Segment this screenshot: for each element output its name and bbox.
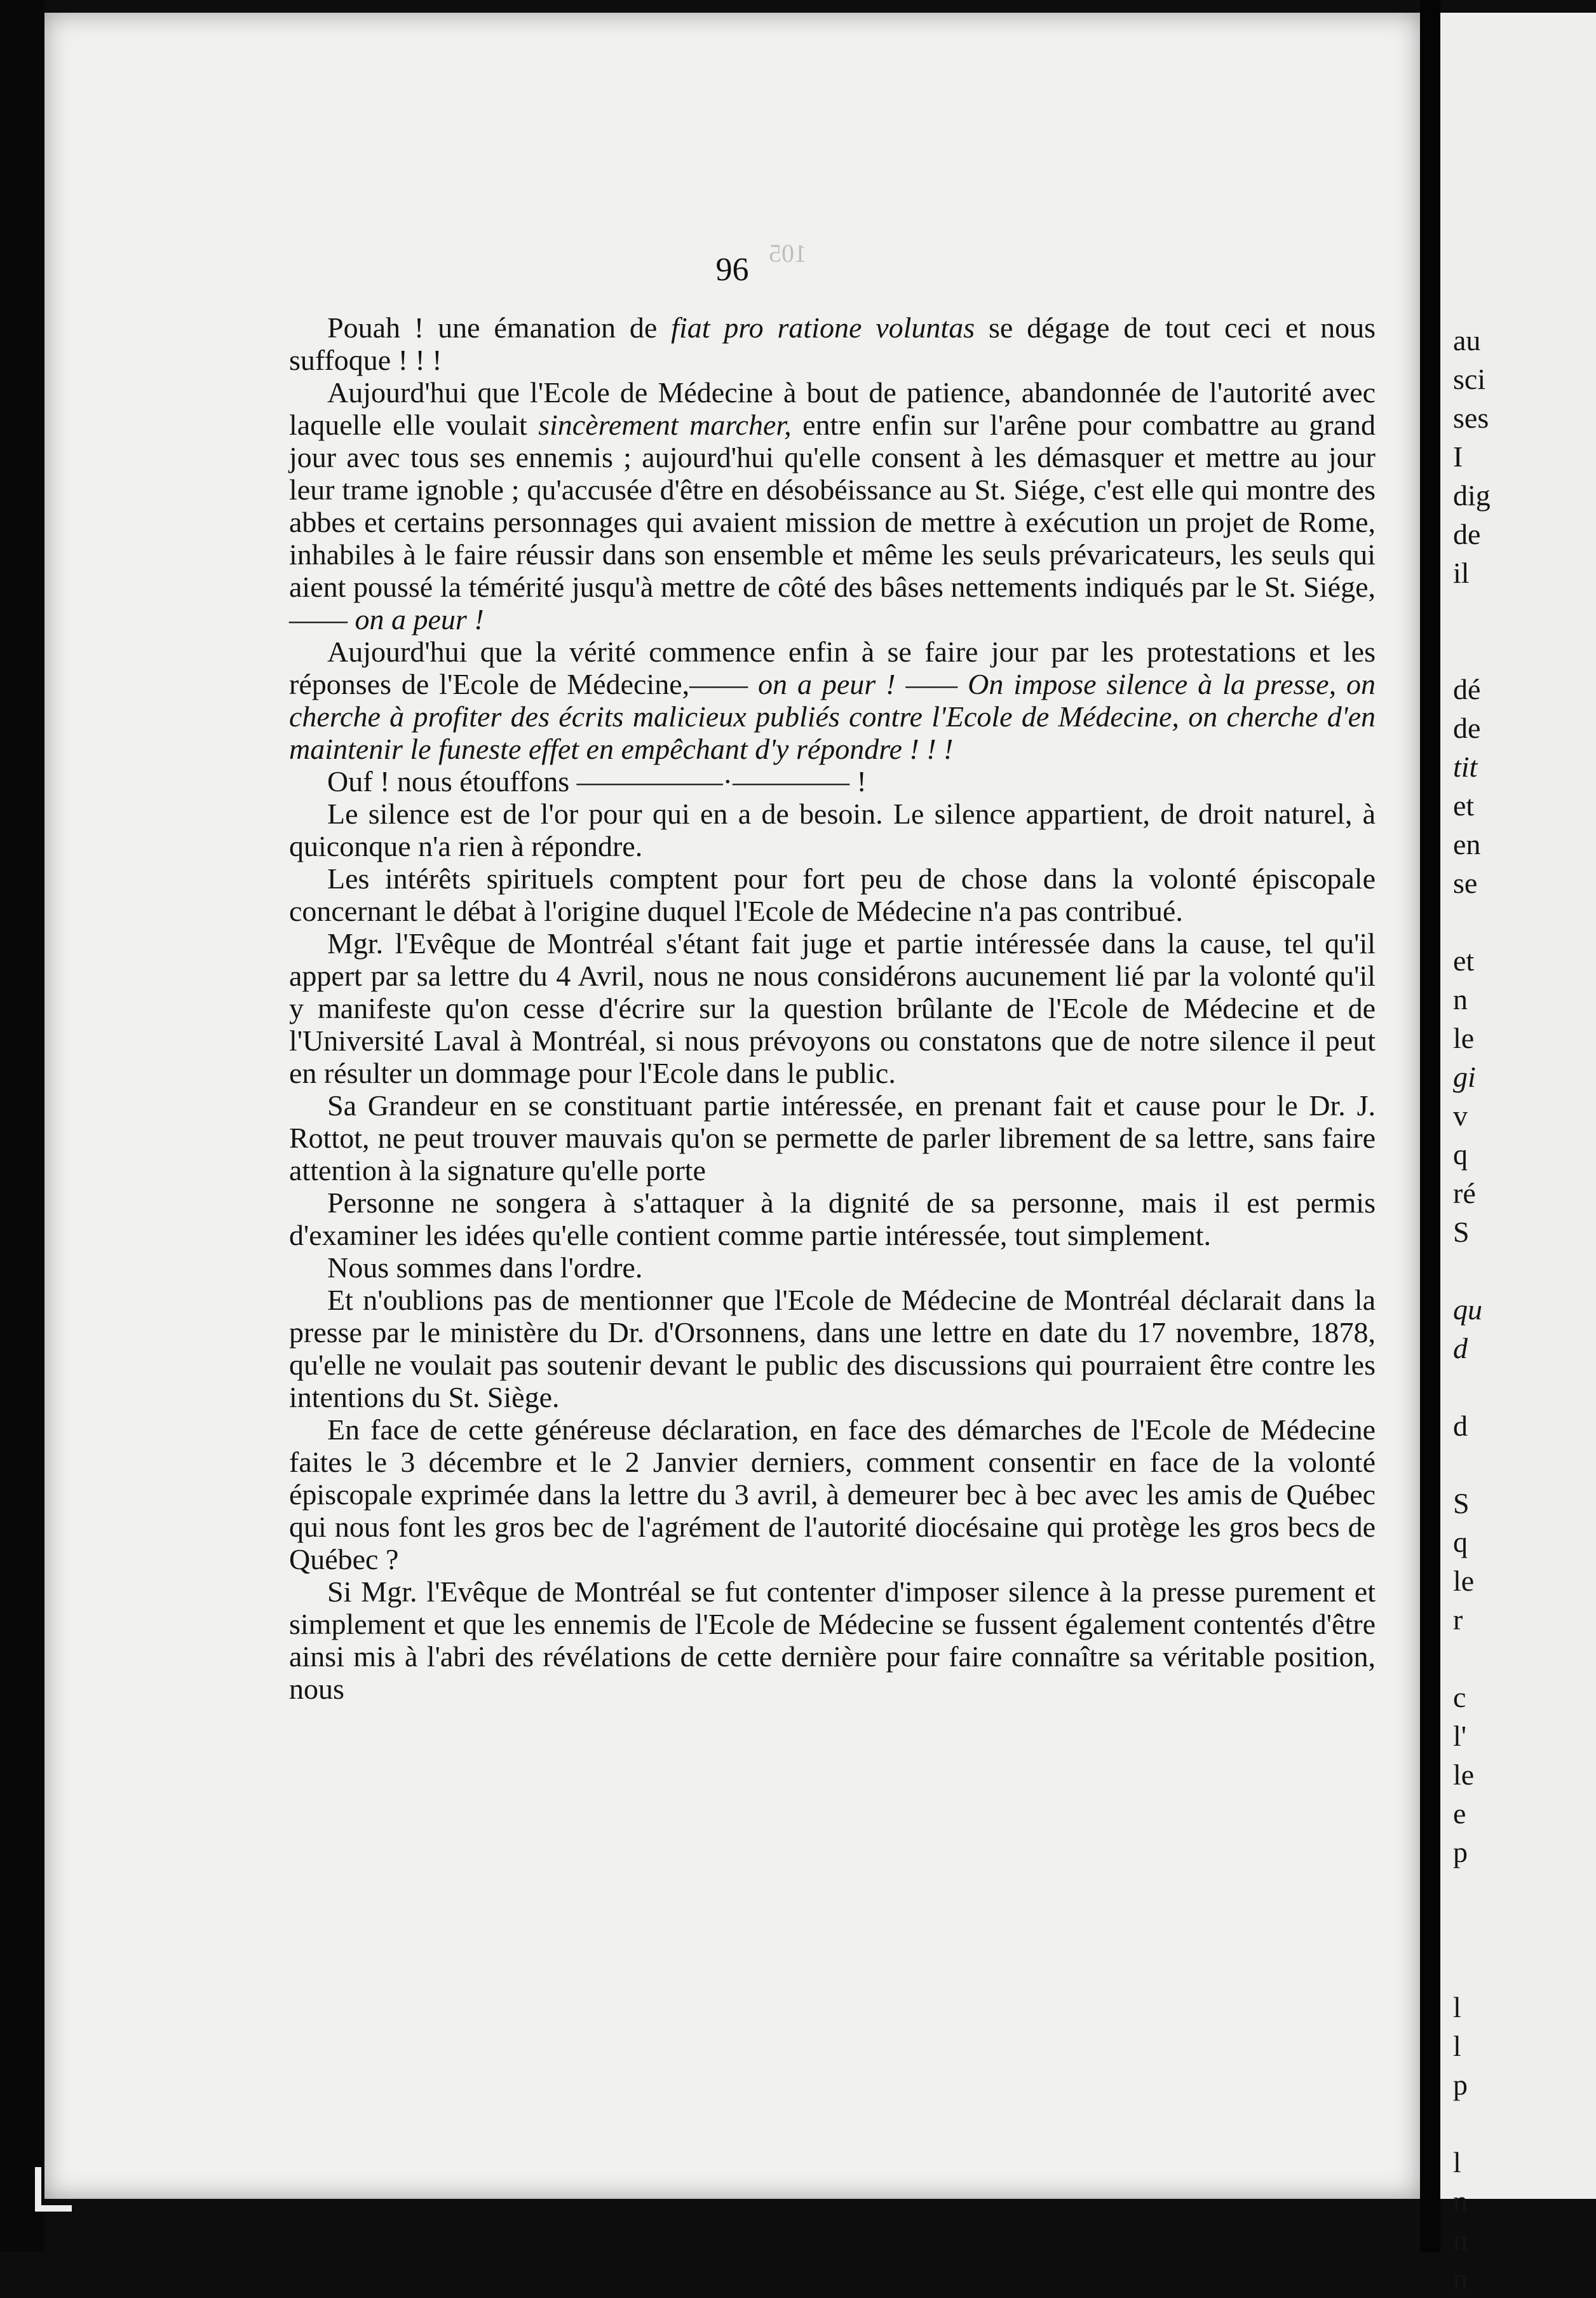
text-segment: Mgr. l'Evêque de Montréal s'étant fait juge et partie intéressée dans la cause, tel qu'il appert par sa lettre du 4 Avril, nous ne nous considérons aucunement lié par la volonté qu'il y manifeste qu'on cesse d'écrire sur la question brûlante de l'Ecole de Médecine et de l'Université Laval à Montréal, si nous prévoyons ou constatons que de notre silence il peut en résulter un dommage pour l'Ecole dans le public. xyxy=(289,927,1376,1089)
text-segment: entre enfin sur l'arêne pour combattre au grand jour avec tous ses ennemis ; aujourd'hui qu'elle consent à les démasquer et mettre au jour leur trame ignoble ; qu'accusée d'être en désobéissance au St. Siége, c'est elle qui montre des abbes et certains personnages qui avaient mission de mettre à exécution un projet de Rome, inhabiles à le faire réussir dans son ensemble et même les seuls prévaricateurs, les seuls qui aient poussé la témérité jusqu'à mettre de côté des bâses nettements indiqués par le St. Siége,—— xyxy=(289,409,1376,636)
facing-line-fragment xyxy=(1453,902,1491,941)
facing-line-fragment: r xyxy=(1453,1603,1463,1636)
facing-line-fragment xyxy=(1453,592,1491,631)
paragraph-p13 xyxy=(289,1575,1376,1705)
paragraph-p10 xyxy=(289,1251,1376,1284)
facing-line-fragment: n xyxy=(1453,983,1468,1016)
facing-line-fragment: il xyxy=(1453,557,1470,589)
text-segment: fiat pro ratione voluntas xyxy=(671,311,975,344)
text-segment: Aujourd'hui que la vérité commence enfin à se faire jour par les protestations et les réponses de l'Ecole de Médecine,—— xyxy=(289,636,1376,700)
page-gutter xyxy=(1420,0,1440,2252)
paragraph-p9 xyxy=(289,1186,1376,1251)
facing-page-text xyxy=(1453,321,1491,2298)
scan-corner-mark xyxy=(35,2167,72,2212)
facing-page-fragment xyxy=(1440,13,1596,2295)
facing-line-fragment: l xyxy=(1453,1991,1461,2023)
facing-line-fragment: d xyxy=(1453,1410,1468,1442)
document-page xyxy=(44,13,1420,2199)
facing-line-fragment xyxy=(1453,1445,1491,1484)
facing-line-fragment: le xyxy=(1453,1022,1475,1054)
text-segment: Personne ne songera à s'attaquer à la dignité de sa personne, mais il est permis d'examiner les idées qu'elle contient comme partie intéressée, tout simplement. xyxy=(289,1186,1376,1251)
scan-border-left xyxy=(0,0,44,2252)
paragraph-p8 xyxy=(289,1089,1376,1186)
facing-line-fragment: n xyxy=(1453,2224,1468,2256)
facing-line-fragment: I xyxy=(1453,440,1463,473)
facing-line-fragment: au xyxy=(1453,324,1481,357)
text-segment: Aujourd'hui que l'Ecole de Médecine à bout de patience, abandonnée de l'autorité avec laquelle elle voulait xyxy=(289,376,1376,441)
facing-line-fragment: et xyxy=(1453,944,1475,977)
facing-line-fragment: sci xyxy=(1453,363,1486,395)
facing-line-fragment xyxy=(1453,1368,1491,1406)
facing-line-fragment: p xyxy=(1453,2069,1468,2101)
facing-line-fragment: d xyxy=(1453,1332,1468,1364)
text-segment: Sa Grandeur en se constituant partie intéressée, en prenant fait et cause pour le Dr. J. Rottot, ne peut trouver mauvais qu'on se permette de parler librement de sa lettre, sans faire attention à la signature qu'elle porte xyxy=(289,1089,1376,1186)
text-segment: Et n'oublions pas de mentionner que l'Ecole de Médecine de Montréal déclarait dans la presse par le ministère du Dr. d'Orsonnens, dans une lettre en date du 17 novembre, 1878, qu'elle ne voulait pas soutenir devant le public des discussions qui pourraient être contre les intentions du St. Siège. xyxy=(289,1284,1376,1413)
facing-line-fragment xyxy=(1453,1872,1491,1910)
facing-line-fragment: de xyxy=(1453,518,1481,550)
facing-line-fragment: le xyxy=(1453,1758,1475,1791)
facing-line-fragment: gi xyxy=(1453,1061,1476,1093)
facing-line-fragment: q xyxy=(1453,1138,1468,1171)
paragraph-p2 xyxy=(289,376,1376,636)
facing-line-fragment: S xyxy=(1453,1216,1470,1248)
facing-line-fragment xyxy=(1453,631,1491,670)
facing-line-fragment: q xyxy=(1453,1526,1468,1558)
facing-line-fragment: qu xyxy=(1453,1293,1482,1326)
facing-line-fragment: l xyxy=(1453,2146,1461,2179)
text-segment: Si Mgr. l'Evêque de Montréal se fut contenter d'imposer silence à la presse purement et simplement et que les ennemis de l'Ecole de Médecine se fussent également contentés d'être ainsi mis à l'abri des révélations de cette dernière pour faire connaître sa véritable position, nous xyxy=(289,1575,1376,1705)
text-segment: Ouf ! nous étouffons —————·———— ! xyxy=(327,765,867,798)
text-segment: Le silence est de l'or pour qui en a de besoin. Le silence appartient, de droit naturel, à quiconque n'a rien à répondre. xyxy=(289,798,1376,862)
text-segment: Nous sommes dans l'ordre. xyxy=(327,1251,643,1284)
facing-line-fragment: e xyxy=(1453,1797,1466,1830)
facing-line-fragment: le xyxy=(1453,1565,1475,1597)
facing-line-fragment: l xyxy=(1453,2030,1461,2062)
facing-line-fragment: ré xyxy=(1453,1177,1476,1209)
facing-line-fragment: dé xyxy=(1453,673,1481,705)
facing-line-fragment: l' xyxy=(1453,1720,1467,1752)
facing-line-fragment xyxy=(1453,1910,1491,1949)
text-segment: sincèrement marcher, xyxy=(538,409,792,441)
facing-line-fragment xyxy=(1453,1251,1491,1290)
facing-line-fragment xyxy=(1453,1949,1491,1988)
bleed-through-page-number: 105 xyxy=(769,239,807,268)
paragraph-p7 xyxy=(289,927,1376,1089)
facing-line-fragment: c xyxy=(1453,1681,1466,1713)
paragraph-p12 xyxy=(289,1413,1376,1575)
text-segment: on a peur ! xyxy=(355,603,484,636)
facing-line-fragment xyxy=(1453,1639,1491,1678)
paragraph-p6 xyxy=(289,862,1376,927)
paragraph-p3 xyxy=(289,636,1376,765)
facing-line-fragment xyxy=(1453,2104,1491,2143)
facing-line-fragment: n xyxy=(1453,2262,1468,2295)
facing-line-fragment: v xyxy=(1453,1099,1468,1132)
facing-line-fragment: tit xyxy=(1453,751,1478,783)
facing-line-fragment: de xyxy=(1453,712,1481,744)
text-segment: Pouah ! une émanation de xyxy=(327,311,672,344)
facing-line-fragment: ses xyxy=(1453,402,1489,434)
facing-line-fragment: S xyxy=(1453,1487,1470,1520)
paragraph-p1 xyxy=(289,311,1376,376)
paragraph-p5 xyxy=(289,798,1376,862)
facing-line-fragment: et xyxy=(1453,789,1475,822)
text-segment: Les intérêts spirituels comptent pour fort peu de chose dans la volonté épiscopale concernant le débat à l'origine duquel l'Ecole de Médecine n'a pas contribué. xyxy=(289,862,1376,927)
body-text xyxy=(289,311,1376,1705)
facing-line-fragment: p xyxy=(1453,1836,1468,1868)
paragraph-p4 xyxy=(289,765,1376,798)
facing-line-fragment: n xyxy=(1453,2185,1468,2217)
text-segment: En face de cette généreuse déclaration, en face des démarches de l'Ecole de Médecine faites le 3 décembre et le 2 Janvier derniers, comment consentir en face de la volonté épiscopale exprimée dans la lettre du 3 avril, à demeurer bec à bec avec les amis de Québec qui nous font les gros bec de l'agrément de l'autorité diocésaine qui protège les gros becs de Québec ? xyxy=(289,1413,1376,1575)
text-segment: on a peur ! —— On impose silence à la presse, on cherche à profiter des écrits malicieux publiés contre l'Ecole de Médecine, on cherche d'en maintenir le funeste effet en empêchant d'y répondre ! ! ! xyxy=(289,668,1376,765)
page-number: 96 xyxy=(715,252,749,288)
facing-line-fragment: dig xyxy=(1453,479,1491,512)
paragraph-p11 xyxy=(289,1284,1376,1413)
facing-line-fragment: en xyxy=(1453,828,1481,860)
facing-line-fragment: se xyxy=(1453,867,1478,899)
text-segment: se dégage de tout ceci et nous suffoque ! ! ! xyxy=(289,311,1376,376)
